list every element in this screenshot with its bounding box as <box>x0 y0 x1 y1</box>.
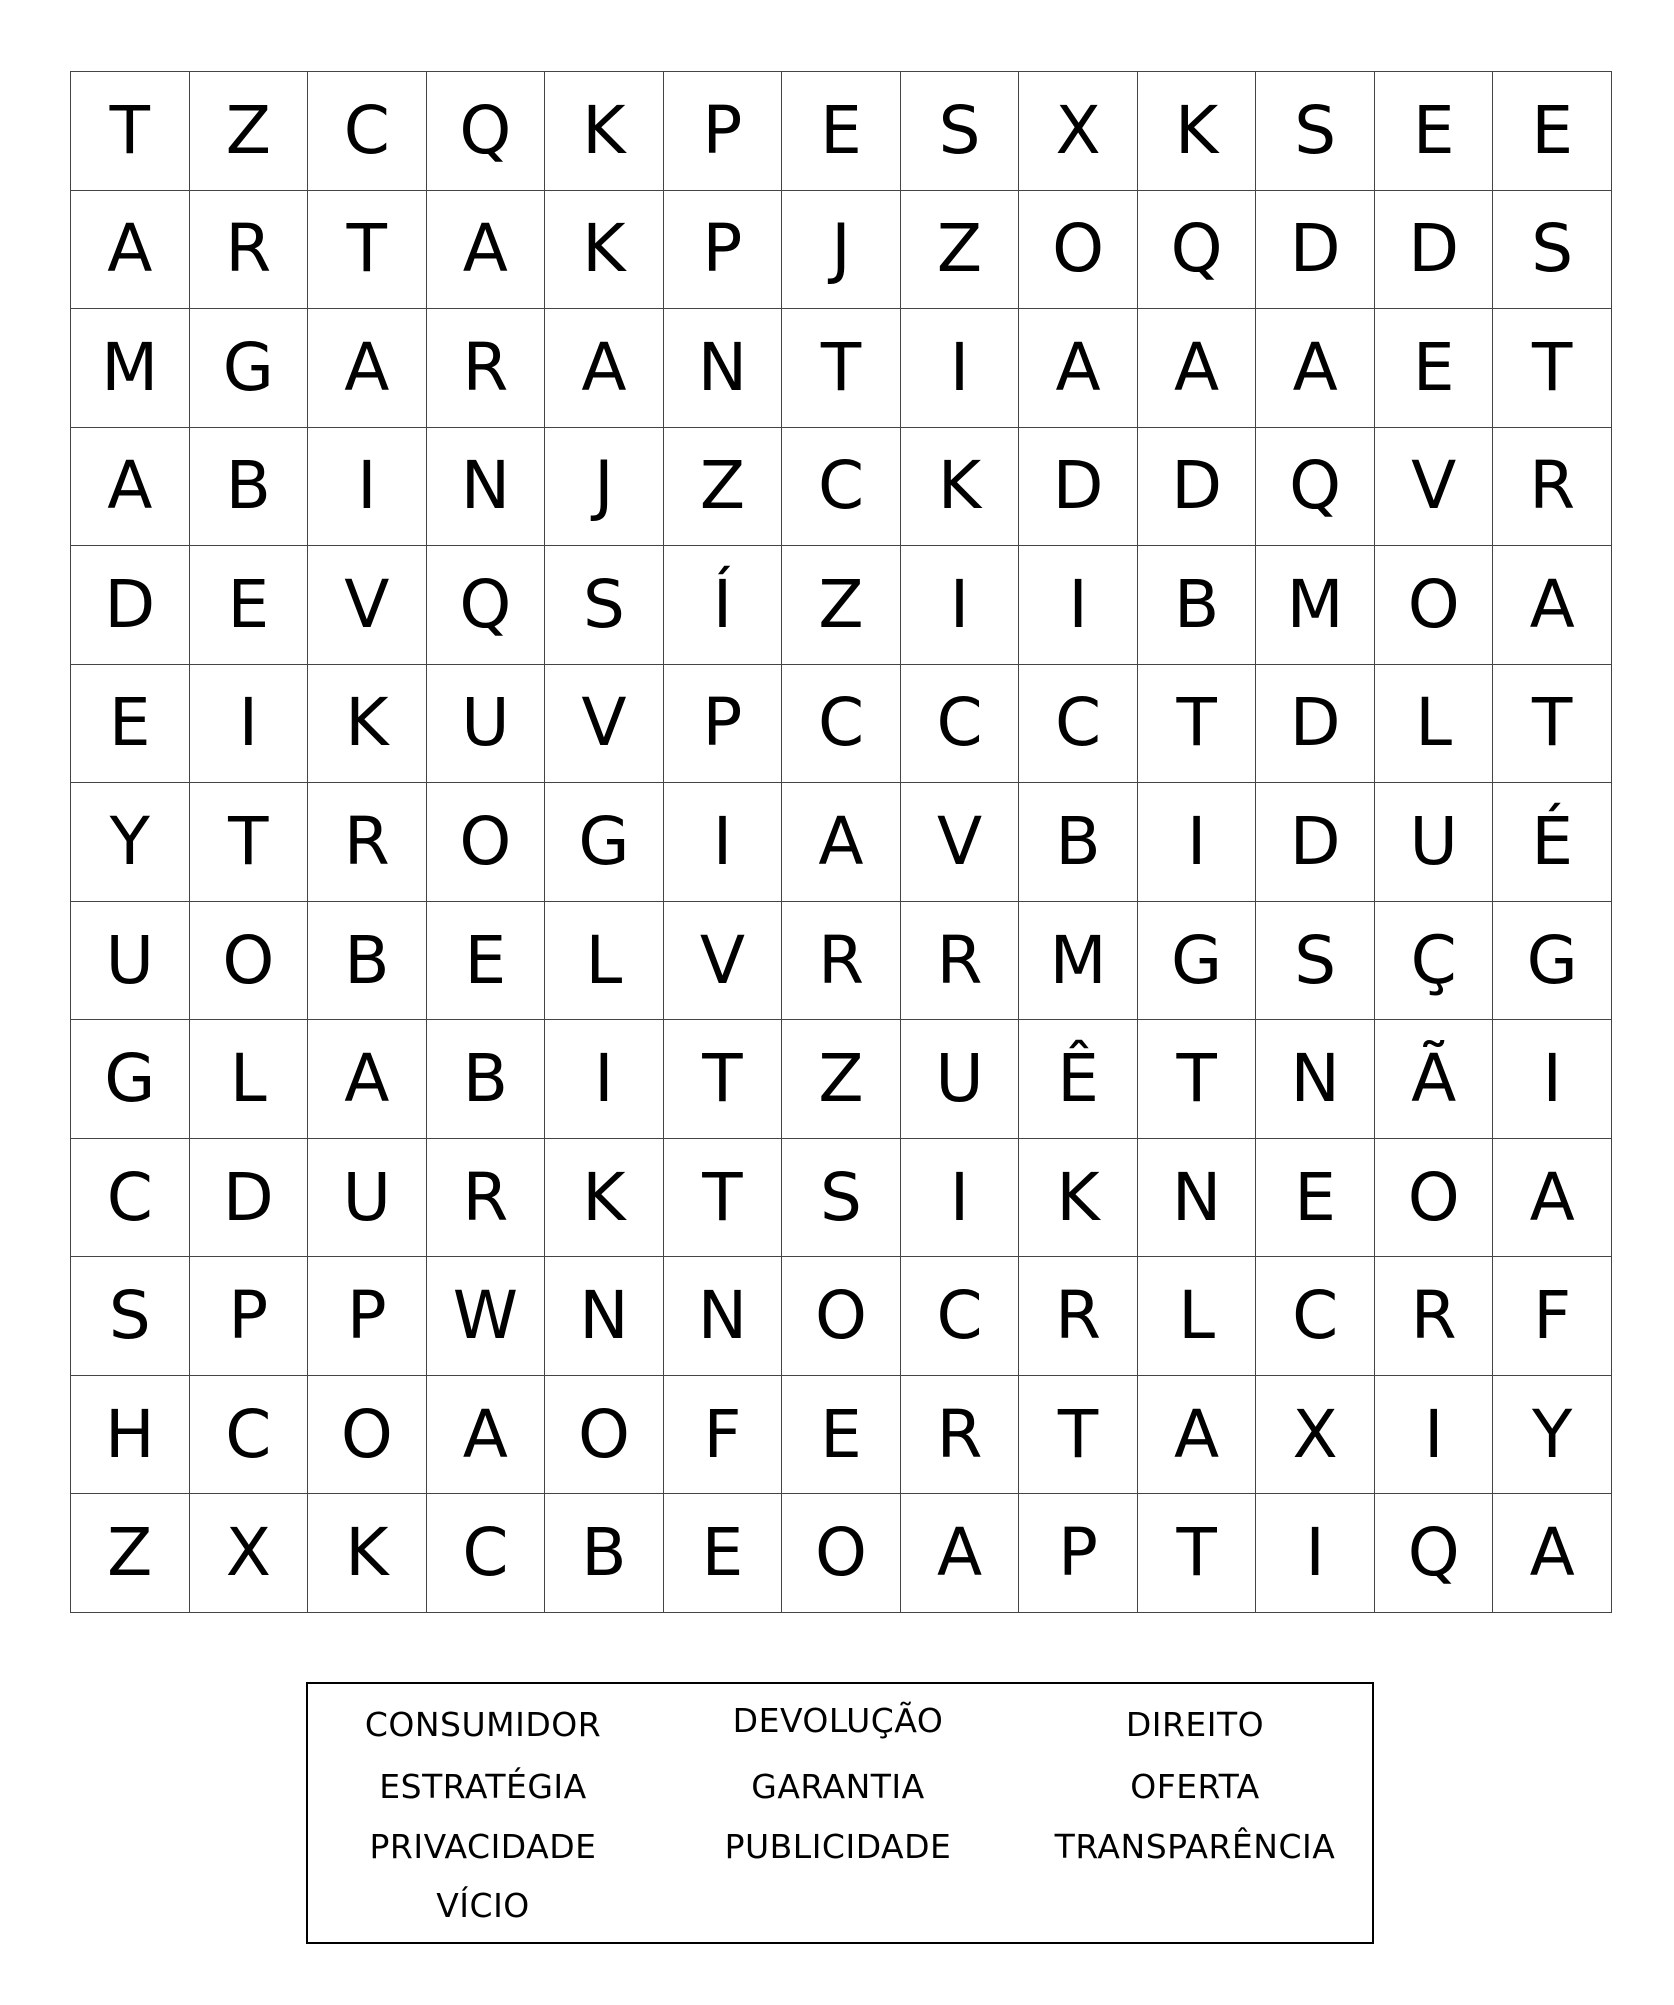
grid-cell[interactable]: A <box>1493 1494 1612 1613</box>
grid-cell[interactable]: E <box>1375 309 1494 428</box>
grid-cell[interactable]: L <box>1138 1257 1257 1376</box>
grid-cell[interactable]: R <box>1375 1257 1494 1376</box>
grid-cell[interactable]: S <box>1256 902 1375 1021</box>
grid-cell[interactable]: F <box>664 1376 783 1495</box>
grid-cell[interactable]: C <box>782 428 901 547</box>
grid-cell[interactable]: C <box>901 665 1020 784</box>
grid-cell[interactable]: L <box>190 1020 309 1139</box>
grid-cell[interactable]: Ç <box>1375 902 1494 1021</box>
grid-cell[interactable]: D <box>1138 428 1257 547</box>
grid-cell[interactable]: T <box>1138 1494 1257 1613</box>
grid-cell[interactable]: I <box>1493 1020 1612 1139</box>
word-list-item: PUBLICIDADE <box>724 1827 952 1866</box>
grid-cell[interactable]: A <box>308 1020 427 1139</box>
grid-cell[interactable]: Y <box>1493 1376 1612 1495</box>
grid-cell[interactable]: P <box>308 1257 427 1376</box>
grid-cell[interactable]: S <box>1256 72 1375 191</box>
grid-cell[interactable]: O <box>782 1494 901 1613</box>
grid-cell[interactable]: A <box>1138 309 1257 428</box>
grid-cell[interactable]: O <box>190 902 309 1021</box>
grid-cell[interactable]: E <box>71 665 190 784</box>
grid-cell[interactable]: Q <box>1256 428 1375 547</box>
grid-cell[interactable]: E <box>664 1494 783 1613</box>
grid-cell[interactable]: C <box>427 1494 546 1613</box>
grid-cell[interactable]: R <box>901 902 1020 1021</box>
grid-cell[interactable]: A <box>545 309 664 428</box>
grid-cell[interactable]: C <box>308 72 427 191</box>
grid-cell[interactable]: S <box>1493 191 1612 310</box>
grid-cell[interactable]: W <box>427 1257 546 1376</box>
grid-cell[interactable]: A <box>71 191 190 310</box>
grid-cell[interactable]: D <box>1256 783 1375 902</box>
grid-cell[interactable]: P <box>190 1257 309 1376</box>
grid-cell[interactable]: I <box>1375 1376 1494 1495</box>
word-list-item: VÍCIO <box>436 1886 530 1925</box>
grid-cell[interactable]: E <box>190 546 309 665</box>
grid-cell[interactable]: C <box>71 1139 190 1258</box>
word-list-item: DIREITO <box>1125 1705 1265 1744</box>
grid-cell[interactable]: Z <box>664 428 783 547</box>
grid-cell[interactable]: R <box>1019 1257 1138 1376</box>
grid-cell[interactable]: O <box>545 1376 664 1495</box>
grid-cell[interactable]: L <box>1375 665 1494 784</box>
grid-cell[interactable]: C <box>1256 1257 1375 1376</box>
grid-cell[interactable]: X <box>190 1494 309 1613</box>
grid-cell[interactable]: S <box>901 72 1020 191</box>
grid-cell[interactable]: E <box>1493 72 1612 191</box>
grid-cell[interactable]: I <box>664 783 783 902</box>
grid-cell[interactable]: K <box>901 428 1020 547</box>
grid-cell[interactable]: A <box>1256 309 1375 428</box>
grid-cell[interactable]: O <box>1375 546 1494 665</box>
grid-cell[interactable]: Q <box>427 546 546 665</box>
grid-cell[interactable]: N <box>1138 1139 1257 1258</box>
grid-cell[interactable]: B <box>308 902 427 1021</box>
grid-cell[interactable]: B <box>427 1020 546 1139</box>
grid-cell[interactable]: S <box>71 1257 190 1376</box>
grid-cell[interactable]: Z <box>782 1020 901 1139</box>
grid-cell[interactable]: I <box>545 1020 664 1139</box>
word-list-item: GARANTIA <box>751 1767 925 1806</box>
grid-cell[interactable]: O <box>1019 191 1138 310</box>
grid-cell[interactable]: S <box>782 1139 901 1258</box>
grid-cell[interactable]: R <box>427 309 546 428</box>
grid-cell[interactable]: C <box>901 1257 1020 1376</box>
grid-cell[interactable]: O <box>782 1257 901 1376</box>
grid-cell[interactable]: I <box>190 665 309 784</box>
grid-cell[interactable]: J <box>782 191 901 310</box>
grid-cell[interactable]: E <box>1256 1139 1375 1258</box>
grid-cell[interactable]: R <box>901 1376 1020 1495</box>
grid-cell[interactable]: E <box>782 72 901 191</box>
grid-cell[interactable]: C <box>190 1376 309 1495</box>
grid-cell[interactable]: Ê <box>1019 1020 1138 1139</box>
grid-cell[interactable]: T <box>1138 665 1257 784</box>
grid-cell[interactable]: D <box>1256 665 1375 784</box>
grid-cell[interactable]: A <box>71 428 190 547</box>
word-list-item: TRANSPARÊNCIA <box>1054 1827 1336 1866</box>
grid-cell[interactable]: I <box>901 309 1020 428</box>
grid-cell[interactable]: S <box>545 546 664 665</box>
grid-cell[interactable]: U <box>71 902 190 1021</box>
grid-cell[interactable]: G <box>1138 902 1257 1021</box>
grid-cell[interactable]: A <box>1493 546 1612 665</box>
grid-cell[interactable]: A <box>1138 1376 1257 1495</box>
grid-cell[interactable]: Y <box>71 783 190 902</box>
grid-cell[interactable]: Z <box>71 1494 190 1613</box>
grid-cell[interactable]: R <box>190 191 309 310</box>
grid-cell[interactable]: U <box>901 1020 1020 1139</box>
grid-cell[interactable]: T <box>782 309 901 428</box>
grid-cell[interactable]: E <box>1375 72 1494 191</box>
grid-cell[interactable]: V <box>308 546 427 665</box>
grid-cell[interactable]: G <box>545 783 664 902</box>
grid-cell[interactable]: I <box>901 546 1020 665</box>
grid-cell[interactable]: T <box>1138 1020 1257 1139</box>
grid-cell[interactable]: K <box>308 1494 427 1613</box>
grid-cell[interactable]: Í <box>664 546 783 665</box>
grid-cell[interactable]: A <box>308 309 427 428</box>
grid-cell[interactable]: U <box>427 665 546 784</box>
grid-cell[interactable]: N <box>1256 1020 1375 1139</box>
grid-cell[interactable]: K <box>545 1139 664 1258</box>
grid-cell[interactable]: A <box>427 1376 546 1495</box>
grid-cell[interactable]: X <box>1019 72 1138 191</box>
grid-cell[interactable]: K <box>545 72 664 191</box>
grid-cell[interactable]: N <box>664 1257 783 1376</box>
grid-cell[interactable]: T <box>71 72 190 191</box>
word-list-item: CONSUMIDOR <box>364 1705 602 1744</box>
grid-cell[interactable]: É <box>1493 783 1612 902</box>
grid-cell[interactable]: O <box>427 783 546 902</box>
grid-cell[interactable]: L <box>545 902 664 1021</box>
grid-cell[interactable]: H <box>71 1376 190 1495</box>
grid-cell[interactable]: D <box>1256 191 1375 310</box>
word-list-item: OFERTA <box>1130 1767 1260 1806</box>
grid-cell[interactable]: K <box>1138 72 1257 191</box>
grid-cell[interactable]: K <box>1019 1139 1138 1258</box>
grid-cell[interactable]: N <box>664 309 783 428</box>
grid-cell[interactable]: A <box>901 1494 1020 1613</box>
grid-cell[interactable]: U <box>1375 783 1494 902</box>
grid-cell[interactable]: C <box>1019 665 1138 784</box>
grid-cell[interactable]: R <box>308 783 427 902</box>
word-list-item: DEVOLUÇÃO <box>732 1701 944 1740</box>
grid-cell[interactable]: I <box>1138 783 1257 902</box>
grid-cell[interactable]: O <box>308 1376 427 1495</box>
grid-cell[interactable]: U <box>308 1139 427 1258</box>
grid-cell[interactable]: T <box>1493 309 1612 428</box>
grid-cell[interactable]: Q <box>1375 1494 1494 1613</box>
grid-cell[interactable]: I <box>1256 1494 1375 1613</box>
grid-cell[interactable]: T <box>308 191 427 310</box>
grid-cell[interactable]: P <box>1019 1494 1138 1613</box>
grid-cell[interactable]: A <box>1019 309 1138 428</box>
grid-cell[interactable]: R <box>782 902 901 1021</box>
grid-cell[interactable]: Z <box>901 191 1020 310</box>
grid-cell[interactable]: P <box>664 72 783 191</box>
grid-cell[interactable]: X <box>1256 1376 1375 1495</box>
grid-cell[interactable]: T <box>1493 665 1612 784</box>
grid-cell[interactable]: A <box>1493 1139 1612 1258</box>
grid-cell[interactable]: Z <box>782 546 901 665</box>
grid-cell[interactable]: O <box>1375 1139 1494 1258</box>
word-list-box <box>306 1682 1374 1944</box>
grid-cell[interactable]: E <box>782 1376 901 1495</box>
grid-cell[interactable]: D <box>1019 428 1138 547</box>
grid-cell[interactable]: V <box>545 665 664 784</box>
grid-cell[interactable]: I <box>1019 546 1138 665</box>
grid-cell[interactable]: A <box>427 191 546 310</box>
grid-cell[interactable]: G <box>71 1020 190 1139</box>
word-list-item: PRIVACIDADE <box>369 1827 597 1866</box>
word-search-grid <box>70 71 1612 1613</box>
grid-cell[interactable]: J <box>545 428 664 547</box>
grid-cell[interactable]: R <box>427 1139 546 1258</box>
grid-cell[interactable]: V <box>901 783 1020 902</box>
grid-cell[interactable]: K <box>308 665 427 784</box>
grid-cell[interactable]: N <box>545 1257 664 1376</box>
grid-cell[interactable]: F <box>1493 1257 1612 1376</box>
grid-cell[interactable]: M <box>1256 546 1375 665</box>
grid-cell[interactable]: T <box>664 1139 783 1258</box>
grid-cell[interactable]: D <box>1375 191 1494 310</box>
grid-cell[interactable]: I <box>901 1139 1020 1258</box>
grid-cell[interactable]: G <box>190 309 309 428</box>
grid-cell[interactable]: V <box>664 902 783 1021</box>
grid-cell[interactable]: T <box>190 783 309 902</box>
grid-cell[interactable]: Q <box>1138 191 1257 310</box>
grid-cell[interactable]: I <box>308 428 427 547</box>
grid-cell[interactable]: Z <box>190 72 309 191</box>
grid-cell[interactable]: D <box>190 1139 309 1258</box>
grid-cell[interactable]: G <box>1493 902 1612 1021</box>
grid-cell[interactable]: R <box>1493 428 1612 547</box>
grid-cell[interactable]: B <box>545 1494 664 1613</box>
grid-cell[interactable]: B <box>190 428 309 547</box>
grid-cell[interactable]: B <box>1019 783 1138 902</box>
grid-cell[interactable]: T <box>664 1020 783 1139</box>
grid-cell[interactable]: V <box>1375 428 1494 547</box>
grid-cell[interactable]: E <box>427 902 546 1021</box>
grid-cell[interactable]: Ã <box>1375 1020 1494 1139</box>
grid-cell[interactable]: D <box>71 546 190 665</box>
word-list-item: ESTRATÉGIA <box>379 1767 587 1806</box>
grid-cell[interactable]: P <box>664 665 783 784</box>
grid-cell[interactable]: K <box>545 191 664 310</box>
grid-cell[interactable]: M <box>71 309 190 428</box>
grid-cell[interactable]: Q <box>427 72 546 191</box>
grid-cell[interactable]: C <box>782 665 901 784</box>
grid-cell[interactable]: M <box>1019 902 1138 1021</box>
grid-cell[interactable]: T <box>1019 1376 1138 1495</box>
grid-cell[interactable]: B <box>1138 546 1257 665</box>
grid-cell[interactable]: P <box>664 191 783 310</box>
grid-cell[interactable]: A <box>782 783 901 902</box>
grid-cell[interactable]: N <box>427 428 546 547</box>
